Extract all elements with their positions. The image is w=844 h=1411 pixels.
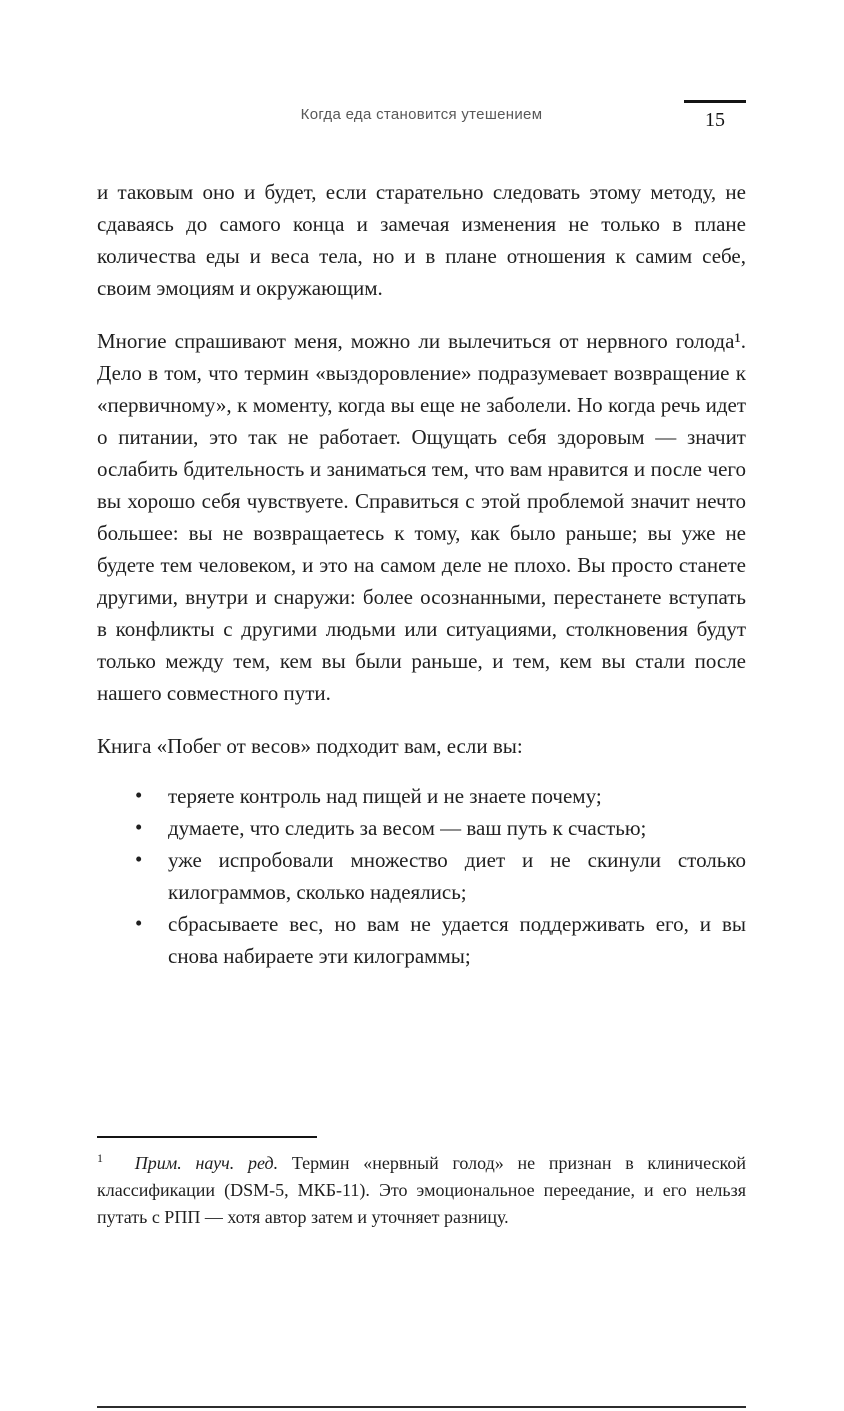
list-item bbox=[97, 844, 746, 908]
bullet-icon: • bbox=[135, 911, 143, 935]
list-item bbox=[97, 812, 746, 844]
list-item-text: сбрасываете вес, но вам не удается поддерживать его, и вы снова набираете эти килограммы; bbox=[168, 912, 746, 968]
footnote-rule bbox=[97, 1136, 317, 1138]
bullet-list bbox=[97, 780, 746, 972]
paragraph-2: Многие спрашивают меня, можно ли вылечиться от нервного голода¹. Дело в том, что термин «выздоровление» подразумевает возвращение к «первичному», к моменту, когда вы еще не заболели. Но когда речь идет о питании, это так не работает. Ощущать себя здоровым — значит ослабить бдительность и заниматься тем, что вам нравится и после чего вы хорошо себя чувствуете. Справиться с этой проблемой значит нечто большее: вы не возвращаетесь к тому, как было раньше; вы уже не будете тем человеком, и это на самом деле не плохо. Вы просто станете другими, внутри и снаружи: более осознанными, перестанете вступать в конфликты с другими людьми или ситуациями, столкновения будут только между тем, кем вы были раньше, и тем, кем вы стали после нашего совместного пути. bbox=[97, 329, 746, 705]
bullet-icon: • bbox=[135, 815, 143, 839]
running-head-title: Когда еда становится утешением bbox=[300, 106, 543, 123]
list-item-text: думаете, что следить за весом — ваш путь к счастью; bbox=[168, 816, 647, 840]
page-number: 15 bbox=[705, 109, 725, 131]
footnote-area bbox=[97, 1136, 746, 1231]
footnote-marker: 1 bbox=[97, 1151, 103, 1165]
list-item bbox=[97, 908, 746, 972]
list-item bbox=[97, 780, 746, 812]
footnote bbox=[97, 1150, 746, 1231]
bullet-icon: • bbox=[135, 783, 143, 807]
page-header bbox=[97, 100, 746, 148]
bottom-edge-rule bbox=[97, 1406, 746, 1408]
bullet-icon: • bbox=[135, 847, 143, 871]
paragraph-list-intro: Книга «Побег от весов» подходит вам, если вы: bbox=[97, 734, 523, 758]
list-item-text: уже испробовали множество диет и не скинули столько килограммов, сколько надеялись; bbox=[168, 848, 746, 904]
footnote-label: Прим. науч. ред. bbox=[134, 1153, 279, 1173]
paragraph-1: и таковым оно и будет, если старательно следовать этому методу, не сдаваясь до самого конца и замечая изменения не только в плане количества еды и веса тела, но и в плане отношения к самим себе, своим эмоциям и окружающим. bbox=[97, 180, 746, 300]
page-body bbox=[97, 176, 746, 972]
book-page bbox=[0, 100, 844, 1411]
page-number-block bbox=[684, 100, 746, 130]
footnote-text: Термин «нервный голод» не признан в клинической классификации (DSM-5, МКБ-11). Это эмоциональное переедание, и его нельзя путать с РПП — хотя автор затем и уточняет разницу. bbox=[97, 1153, 747, 1227]
page-number-rule bbox=[684, 100, 746, 103]
list-item-text: теряете контроль над пищей и не знаете почему; bbox=[168, 784, 602, 808]
